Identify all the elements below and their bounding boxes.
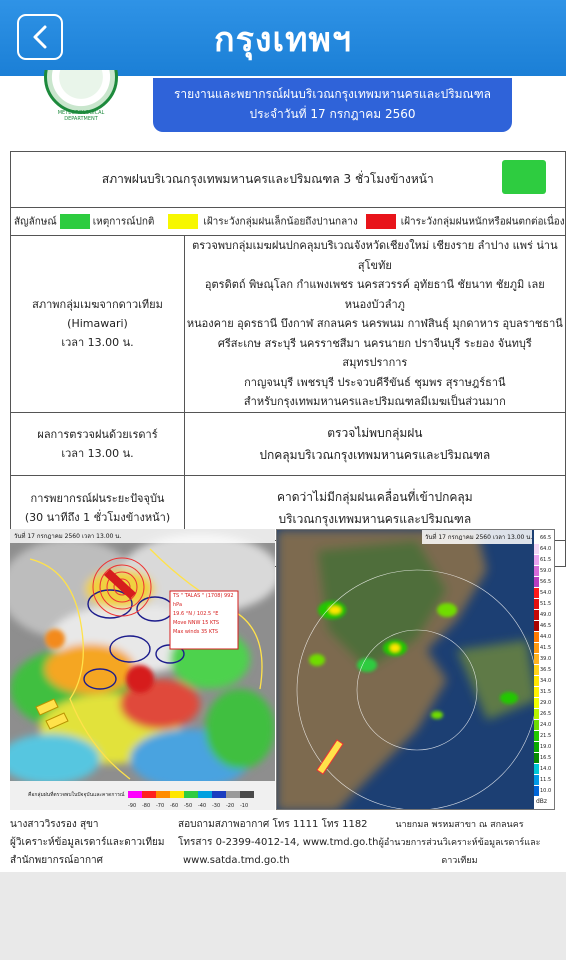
dbz-scale-step bbox=[534, 785, 554, 796]
legend-red-swatch bbox=[366, 214, 396, 229]
footer-director: นายกมล พรหมสาขา ณ สกลนคร ผู้อำนวยการส่วนวิเคราะห์ข้อมูลเรดาร์และดาวเทียม bbox=[378, 820, 541, 866]
footer-analyst: นางสาววิรงรอง สุขา ผู้วิเคราะห์ข้อมูลเรดาร์และดาวเทียม สำนักพยากรณ์อากาศ bbox=[10, 819, 165, 866]
radar-image-date: วันที่ 17 กรกฎาคม 2560 เวลา 13.00 น. bbox=[425, 534, 533, 541]
legend-row bbox=[11, 208, 566, 236]
dbz-scale-value: 10.0 bbox=[540, 787, 552, 794]
satellite-image-date: วันที่ 17 กรกฎาคม 2560 เวลา 13.00 น. bbox=[14, 533, 122, 540]
dbz-scale-value: 26.5 bbox=[540, 710, 552, 717]
dbz-scale-value: 41.5 bbox=[540, 644, 552, 651]
legend-label: สัญลักษณ์ bbox=[14, 216, 57, 228]
dbz-scale-value: 59.0 bbox=[540, 567, 552, 574]
dbz-scale-value: 66.5 bbox=[540, 534, 552, 541]
dbz-scale-step bbox=[534, 565, 554, 576]
radar-image[interactable] bbox=[276, 529, 555, 810]
sat-tick: -40 bbox=[198, 803, 207, 809]
dbz-scale-value: 16.5 bbox=[540, 754, 552, 761]
footer-contact: สอบถามสภาพอากาศ โทร 1111 โทร 1182 โทรสาร 0-2399-4012-14, www.tmd.go.th www.satda.tmd.go.th bbox=[178, 819, 379, 866]
dbz-scale-step bbox=[534, 730, 554, 741]
status-indicator bbox=[502, 160, 546, 194]
nowcast-row-content: คาดว่าไม่มีกลุ่มฝนเคลื่อนที่เข้าปกคลุม บริเวณกรุงเทพมหานครและปริมณฑล bbox=[185, 475, 566, 540]
dbz-scale-step bbox=[534, 664, 554, 675]
dbz-scale-value: 24.0 bbox=[540, 721, 552, 728]
sat-tick: -20 bbox=[226, 803, 235, 809]
page-title: กรุงเทพฯ bbox=[214, 20, 352, 60]
satellite-row-content: ตรวจพบกลุ่มเมฆฝนปกคลุมบริเวณจังหวัดเชียงใหม่ เชียงราย ลำปาง แพร่ น่าน สุโขทัย อุตรดิตถ์ พิษณุโลก กำแพงเพชร นครสวรรค์ อุทัยธานี ชัยนาท ชัยภูมิ เลย หนองบัวลำภู หนองคาย อุดรธานี บึงกาฬ สกลนคร นครพนม กาฬสินธุ์ มุกดาหาร อุบลราชธานี ศรีสะเกษ สระบุรี นครราชสีมา นครนายก ปราจีนบุรี ระยอง จันทบุรี สมุทรปราการ กาญจนบุรี เพชรบุรี ประจวบคีรีขันธ์ ชุมพร สุราษฎร์ธานี สำหรับกรุงเทพมหานครและปริมณฑลมีเมฆเป็นส่วนมาก bbox=[185, 236, 566, 413]
dbz-scale-step bbox=[534, 675, 554, 686]
nowcast-row-label: การพยากรณ์ฝนระยะปัจจุบัน (30 นาทีถึง 1 ชั่วโมงข้างหน้า) bbox=[11, 475, 185, 540]
dbz-scale-step bbox=[534, 653, 554, 664]
legend-moderate-label: เฝ้าระวังกลุ่มฝนเล็กน้อยถึงปานกลาง bbox=[203, 216, 358, 228]
summary-title: สภาพฝนบริเวณกรุงเทพมหานครและปริมณฑล 3 ชั่วโมงข้างหน้า bbox=[101, 172, 434, 186]
dbz-unit-label: dBz bbox=[536, 798, 548, 805]
radar-row bbox=[11, 412, 566, 475]
dbz-scale-value: 64.0 bbox=[540, 545, 552, 552]
dbz-scale-step bbox=[534, 554, 554, 565]
rain-report-table bbox=[10, 151, 566, 567]
dbz-scale-step bbox=[534, 576, 554, 587]
dbz-scale-value: 39.0 bbox=[540, 655, 552, 662]
dbz-scale-step bbox=[534, 708, 554, 719]
dbz-scale-step bbox=[534, 774, 554, 785]
tmd-seal-logo: METEOROLOGICAL DEPARTMENT bbox=[40, 70, 122, 122]
dbz-scale-value: 61.5 bbox=[540, 556, 552, 563]
sat-tick: -70 bbox=[156, 803, 165, 809]
sat-tick: -10 bbox=[240, 803, 249, 809]
dbz-scale-step bbox=[534, 741, 554, 752]
dbz-scale-value: 54.0 bbox=[540, 589, 552, 596]
radar-row-content: ตรวจไม่พบกลุ่มฝน ปกคลุมบริเวณกรุงเทพมหานครและปริมณฑล bbox=[185, 412, 566, 475]
dbz-scale-value: 51.5 bbox=[540, 600, 552, 607]
dbz-scale-step bbox=[534, 697, 554, 708]
dbz-scale-step bbox=[534, 532, 554, 543]
sat-color-scale bbox=[128, 791, 254, 798]
dbz-scale-step bbox=[534, 719, 554, 730]
report-title: รายงานและพยากรณ์ฝนบริเวณกรุงเทพมหานครและปริมณฑล bbox=[173, 87, 492, 101]
dbz-scale-value: 46.5 bbox=[540, 622, 552, 629]
dbz-scale-step bbox=[534, 598, 554, 609]
analysis-images bbox=[10, 526, 555, 812]
dbz-scale-value: 36.5 bbox=[540, 666, 552, 673]
sat-tick: -60 bbox=[170, 803, 179, 809]
dbz-scale-value: 11.5 bbox=[540, 776, 552, 783]
dbz-scale-step bbox=[534, 631, 554, 642]
dbz-scale-value: 29.0 bbox=[540, 699, 552, 706]
dbz-color-scale bbox=[534, 530, 554, 810]
dbz-scale-step bbox=[534, 763, 554, 774]
dbz-scale-step bbox=[534, 686, 554, 697]
dbz-scale-step bbox=[534, 620, 554, 631]
sat-tick: -80 bbox=[142, 803, 151, 809]
dbz-scale-value: 19.0 bbox=[540, 743, 552, 750]
dbz-scale-step bbox=[534, 543, 554, 554]
storm-info-box: TS " TALAS " (1708) 992 hPa 19.6 °N / 102.5 °E Move NNW 15 KTS Max winds 35 KTS bbox=[173, 593, 234, 635]
legend-yellow-swatch bbox=[168, 214, 198, 229]
report-header-banner bbox=[153, 78, 512, 132]
rain-report-document bbox=[0, 76, 566, 872]
satellite-row-label: สภาพกลุ่มเมฆจากดาวเทียม (Himawari) เวลา 13.00 น. bbox=[11, 236, 185, 413]
summary-row bbox=[11, 152, 566, 208]
dbz-scale-value: 34.0 bbox=[540, 677, 552, 684]
sat-tick: -30 bbox=[212, 803, 221, 809]
dbz-scale-step bbox=[534, 642, 554, 653]
legend-green-swatch bbox=[60, 214, 90, 229]
satellite-image[interactable] bbox=[10, 529, 275, 810]
dbz-scale-value: 44.0 bbox=[540, 633, 552, 640]
app-bar bbox=[0, 0, 566, 76]
dbz-scale-step bbox=[534, 752, 554, 763]
satellite-row bbox=[11, 236, 566, 413]
satellite-legend-note: คือกลุ่มฝนที่ตรวจพบในปัจจุบันและคาดการณ์ bbox=[28, 792, 125, 798]
sat-scale-ticks bbox=[128, 803, 248, 809]
sat-tick: -50 bbox=[184, 803, 193, 809]
radar-row-label: ผลการตรวจฝนด้วยเรดาร์ เวลา 13.00 น. bbox=[11, 412, 185, 475]
dbz-scale-value: 49.0 bbox=[540, 611, 552, 618]
legend-heavy-label: เฝ้าระวังกลุ่มฝนหนักหรือฝนตกต่อเนื่อง bbox=[400, 216, 565, 228]
dbz-scale-value: 56.5 bbox=[540, 578, 552, 585]
dbz-scale-step bbox=[534, 587, 554, 598]
dbz-scale-value: 14.0 bbox=[540, 765, 552, 772]
sat-tick: -90 bbox=[128, 803, 137, 809]
dbz-scale-value: 31.5 bbox=[540, 688, 552, 695]
dbz-scale-value: 21.5 bbox=[540, 732, 552, 739]
legend-normal-label: เหตุการณ์ปกติ bbox=[92, 216, 155, 228]
dbz-scale-step bbox=[534, 609, 554, 620]
report-date: ประจำวันที่ 17 กรกฎาคม 2560 bbox=[249, 107, 416, 121]
